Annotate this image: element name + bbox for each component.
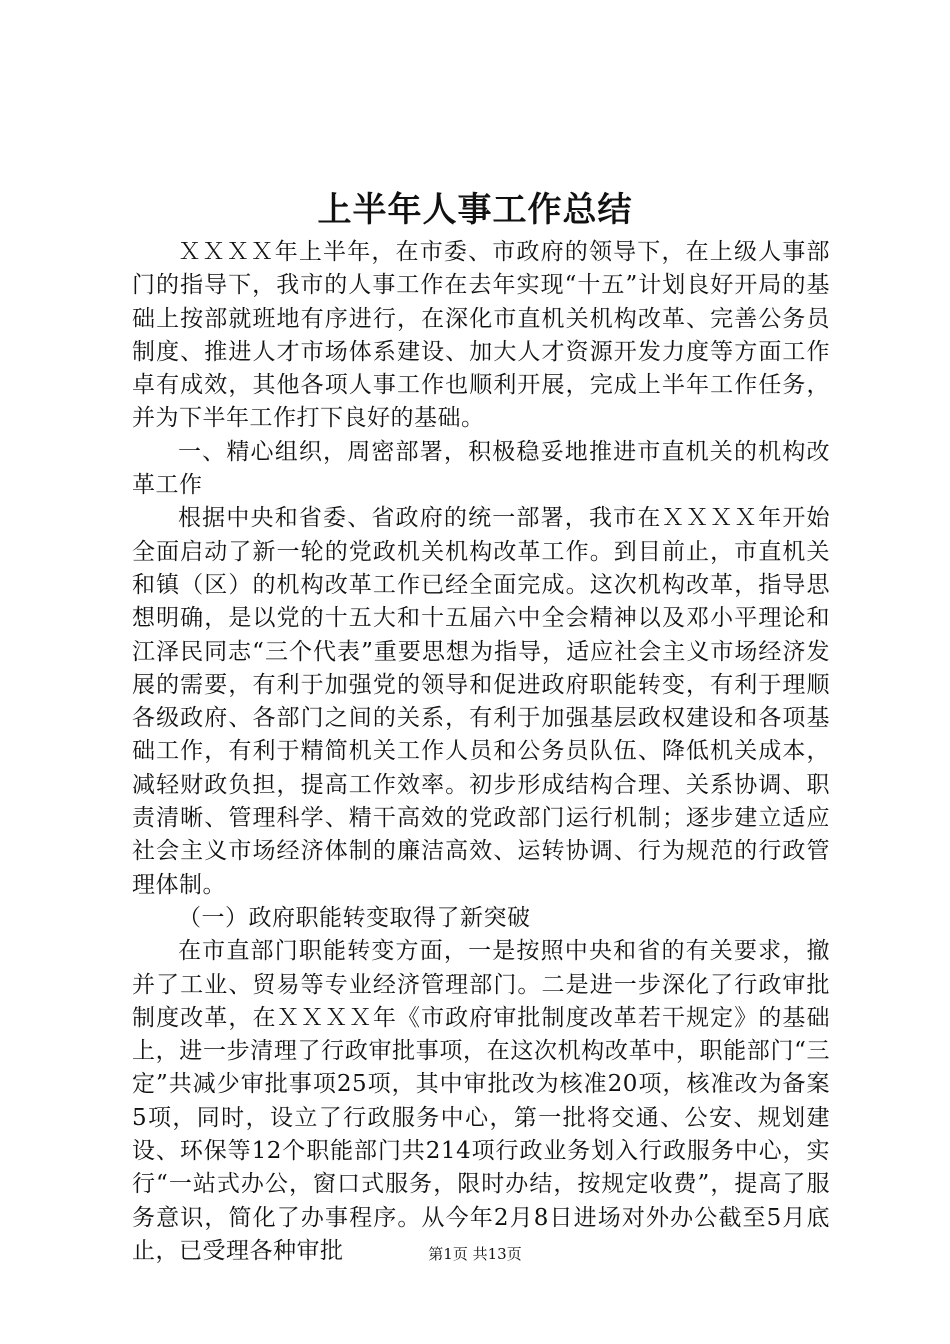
subsection-heading-1: （一）政府职能转变取得了新突破 — [178, 904, 531, 931]
section-heading-1: 一、精心组织，周密部署，积极稳妥地推进市直机关的机构改革工作 — [132, 438, 830, 499]
paragraph-intro: ＸＸＸＸ年上半年，在市委、市政府的领导下，在上级人事部门的指导下，我市的人事工作在去年实现“十五”计划良好开局的基础上按部就班地有序进行，在深化市直机关机构改革、完善公务员制度、推进人才市场体系建设、加大人才资源开发力度等方面工作卓有成效，其他各项人事工作也顺利开展，完成上半年工作任务，并为下半年工作打下良好的基础。 — [132, 239, 830, 432]
document-title: 上半年人事工作总结 — [317, 190, 633, 230]
page-number: 第1页 共13页 — [428, 1245, 522, 1263]
document-body — [132, 236, 830, 1268]
paragraph-functions: 在市直部门职能转变方面，一是按照中央和省的有关要求，撤并了工业、贸易等专业经济管理部门。二是进一步深化了行政审批制度改革，在ＸＸＸＸ年《市政府审批制度改革若干规定》的基础上，进一步清理了行政审批事项，在这次机构改革中，职能部门“三定”共减少审批事项25项，其中审批改为核准20项，核准改为备案5项，同时，设立了行政服务中心，第一批将交通、公安、规划建设、环保等12个职能部门共214项行政业务划入行政服务中心，实行“一站式办公，窗口式服务，限时办结，按规定收费”，提高了服务意识，简化了办事程序。从今年2月8日进场对外办公截至5月底止，已受理各种审批 — [132, 938, 830, 1264]
paragraph-reform: 根据中央和省委、省政府的统一部署，我市在ＸＸＸＸ年开始全面启动了新一轮的党政机关机构改革工作。到目前止，市直机关和镇（区）的机构改革工作已经全面完成。这次机构改革，指导思想明确，是以党的十五大和十五届六中全会精神以及邓小平理论和江泽民同志“三个代表”重要思想为指导，适应社会主义市场经济发展的需要，有利于加强党的领导和促进政府职能转变，有利于理顺各级政府、各部门之间的关系，有利于加强基层政权建设和各项基础工作，有利于精简机关工作人员和公务员队伍、降低机关成本，减轻财政负担，提高工作效率。初步形成结构合理、关系协调、职责清晰、管理科学、精干高效的党政部门运行机制；逐步建立适应社会主义市场经济体制的廉洁高效、运转协调、行为规范的行政管理体制。 — [132, 505, 830, 898]
